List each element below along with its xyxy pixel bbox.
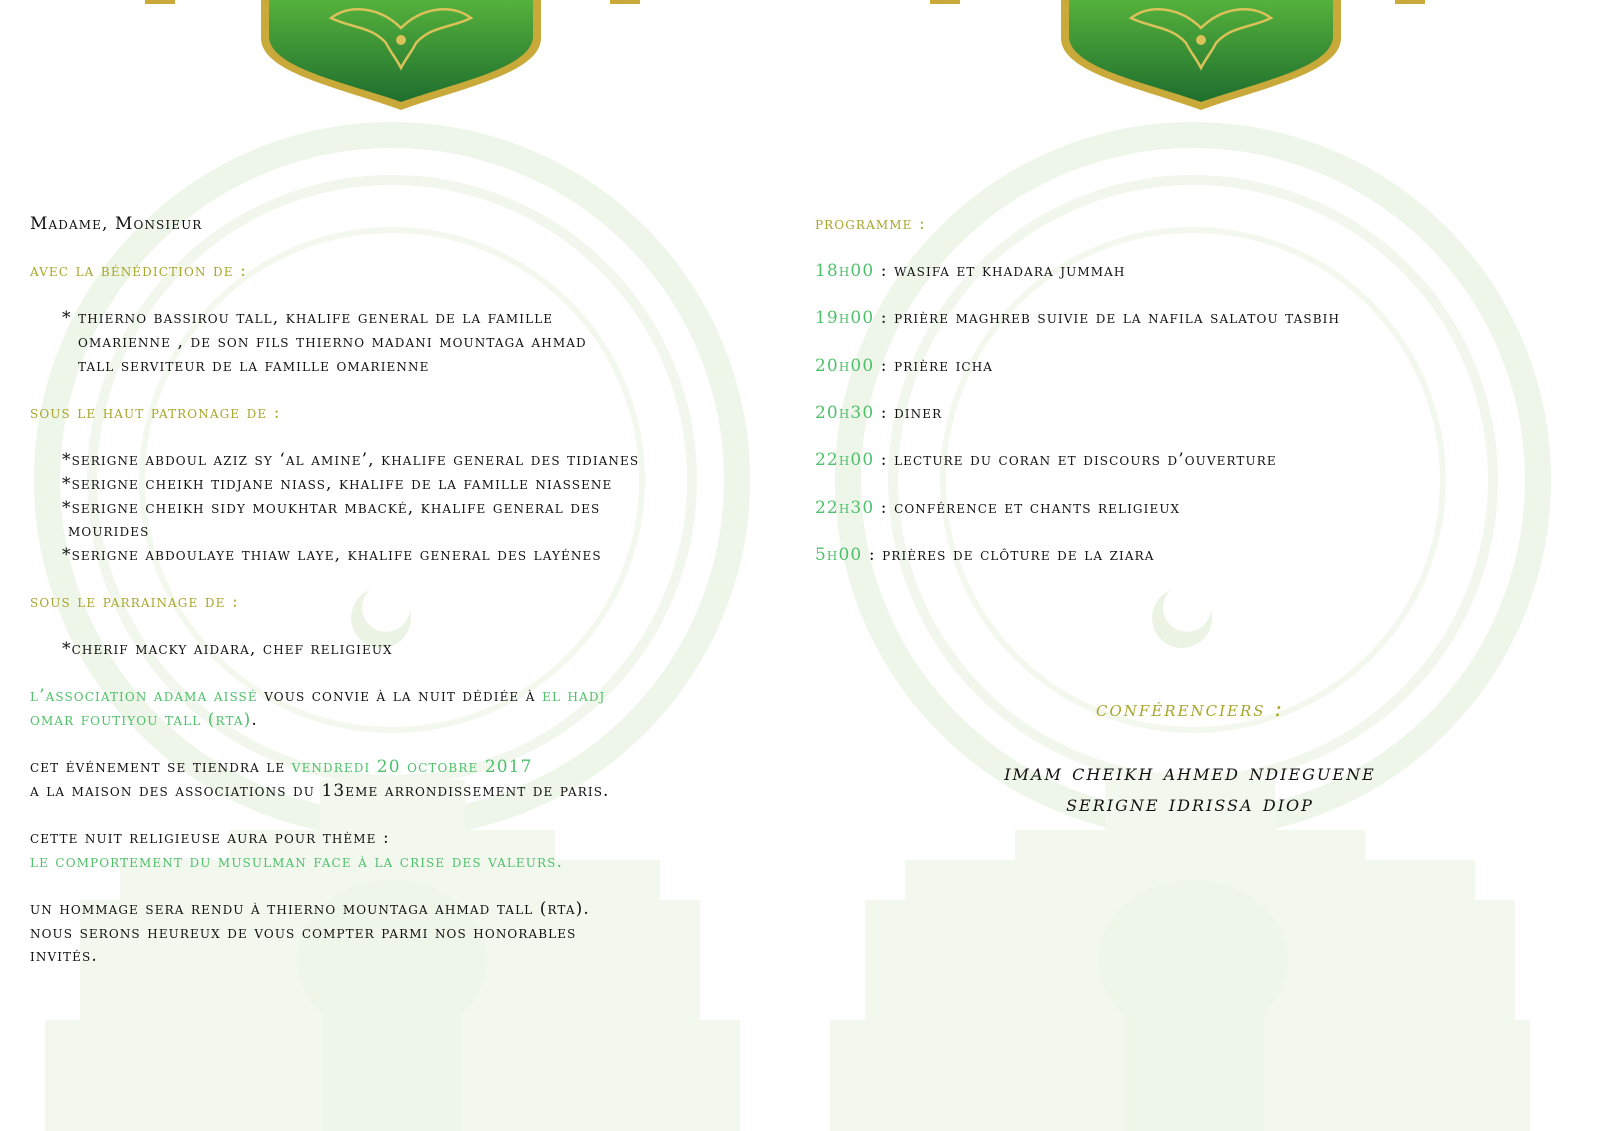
programme-item: [815, 354, 993, 378]
parrainage-line: *cherif macky aidara, chef religieux: [62, 639, 393, 659]
ornament-emblem-icon: [1061, 0, 1341, 114]
closing-line: nous serons heureux de vous compter parmi nos honorables: [30, 923, 577, 943]
event-text: cet événement se tiendra le: [30, 757, 292, 777]
programme-item: [815, 448, 1277, 472]
programme-item: [815, 543, 1155, 567]
programme-time: 18h00: [815, 261, 875, 281]
programme-item: [815, 259, 1125, 283]
invite-line-2: [30, 708, 258, 732]
theme-label: cette nuit religieuse aura pour thème :: [30, 828, 390, 848]
salutation: Madame, Monsieur: [30, 214, 203, 234]
speaker-name: serigne idrissa diop: [1066, 791, 1314, 817]
gold-rule: [145, 0, 175, 4]
closing-line: un hommage sera rendu à thierno mountaga ahmad tall (rta).: [30, 899, 590, 919]
programme-label: programme :: [815, 214, 926, 234]
benediction-line: omarienne , de son fils thierno madani mountaga ahmad: [78, 332, 587, 352]
programme-activity: : prière maghreb suivie de la nafila salatou tasbih: [874, 308, 1341, 328]
theme-value: le comportement du musulman face à la crise des valeurs.: [30, 852, 563, 872]
event-line: [30, 755, 532, 779]
programme-time: 22h00: [815, 450, 875, 470]
programme-time: 22h30: [815, 498, 875, 518]
programme-activity: : wasifa et khadara jummah: [874, 261, 1126, 281]
programme-time: 5h00: [815, 545, 863, 565]
programme-time: 19h00: [815, 308, 875, 328]
speaker-name: imam cheikh ahmed ndieguene: [1004, 760, 1376, 786]
invite-text: vous convie à la nuit dédiée à: [257, 686, 543, 706]
patronage-line: *serigne abdoulaye thiaw laye, khalife general des layénes: [62, 545, 602, 565]
programme-activity: : prière icha: [874, 356, 994, 376]
programme-activity: : prières de clôture de la ziara: [862, 545, 1155, 565]
benediction-line: * thierno bassirou tall, khalife general de la famille: [62, 308, 554, 328]
programme-item: [815, 401, 942, 425]
programme-item: [815, 306, 1340, 330]
programme-time: 20h30: [815, 403, 875, 423]
invitation-left-page: [0, 0, 790, 1131]
gold-rule: [930, 0, 960, 4]
programme-activity: : diner: [874, 403, 943, 423]
programme-activity: : lecture du coran et discours d’ouverture: [874, 450, 1277, 470]
patronage-line: *serigne cheikh sidy moukhtar mbacké, khalife general des: [62, 498, 601, 518]
association-name: l’association adama aissé: [30, 686, 258, 706]
closing-line: invités.: [30, 946, 98, 966]
patronage-label: sous le haut patronage de :: [30, 403, 281, 423]
patronage-line: *serigne cheikh tidjane niass, khalife de la famille niassene: [62, 474, 613, 494]
programme-activity: : conférence et chants religieux: [874, 498, 1181, 518]
parrainage-label: sous le parrainage de :: [30, 592, 239, 612]
honoree-name-cont: omar foutiyou tall (rta): [30, 710, 252, 730]
event-date: vendredi 20 octobre 2017: [291, 757, 533, 777]
programme-item: [815, 496, 1180, 520]
event-location: a la maison des associations du 13eme arrondissement de paris.: [30, 781, 610, 801]
benediction-label: avec la bénédiction de :: [30, 261, 247, 281]
programme-time: 20h00: [815, 356, 875, 376]
benediction-line: tall serviteur de la famille omarienne: [78, 356, 430, 376]
invitation-right-page: [795, 0, 1585, 1131]
ornament-emblem-icon: [261, 0, 541, 114]
gold-rule: [1395, 0, 1425, 4]
speakers-title: conférenciers :: [1096, 697, 1284, 722]
patronage-line: mourides: [68, 521, 150, 541]
invite-end: .: [251, 710, 258, 730]
gold-rule: [610, 0, 640, 4]
honoree-name: el hadj: [542, 686, 606, 706]
invite-line: [30, 684, 605, 708]
patronage-line: *serigne abdoul aziz sy ‘al amine’, khalife general des tidianes: [62, 450, 640, 470]
